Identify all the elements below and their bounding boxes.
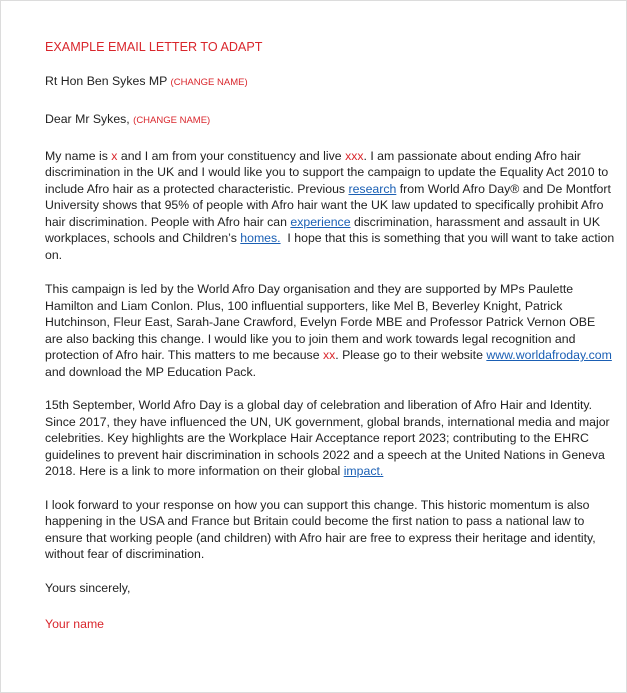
recipient-change-note: (CHANGE NAME): [170, 76, 248, 88]
paragraph-intro: [45, 148, 618, 264]
impact-link[interactable]: impact.: [343, 464, 384, 478]
experience-link[interactable]: experience: [290, 214, 351, 229]
research-link[interactable]: research: [348, 181, 397, 196]
website-link[interactable]: www.worldafroday.com: [486, 348, 612, 362]
text-span: . Please go to their website: [335, 348, 487, 362]
text-span: 15th September, World Afro Day is a global day of celebration and liberation of Afro Hair and Identity. Since 2017, they have influenced the UN, UK government, global brands, international media and major celebrities. Key highlights are the Workplace Hair Acceptance report 2023; contributing to the EHRC guidelines to prevent hair discrimination in schools 2022 and a speech at the United Nations in Geneva 2018. Here is a link to more information on their global: [45, 398, 610, 478]
homes-link[interactable]: homes.: [240, 231, 281, 245]
name-placeholder: x: [111, 148, 118, 163]
letter-body: [45, 39, 618, 633]
signoff: Yours sincerely,: [45, 580, 131, 595]
salutation-line: [45, 111, 615, 130]
paragraph-world-afro-day: [45, 397, 615, 480]
text-span: My name is: [45, 148, 112, 163]
letter-heading: EXAMPLE EMAIL LETTER TO ADAPT: [45, 40, 263, 54]
paragraph-campaign: [45, 281, 615, 380]
text-span: This campaign is led by the World Afro Day organisation and they are supported by MPs Paulette Hamilton and Liam Conlon. Plus, 100 influential supporters, like Mel B, Beverley Knight, Patrick Hutchinson, Fleur East, Sarah-Jane Crawford, Evelyn Forde MBE and Professor Patrick Vernon OBE are also backing this change. I would like you to join them and work towards legal recognition and protection of Afro hair. This matters to me because: [45, 282, 596, 362]
salutation-change-note: (CHANGE NAME): [133, 115, 211, 126]
place-placeholder: xxx: [345, 148, 364, 163]
text-span: I hope that this is something that you will want to take action on.: [45, 231, 618, 262]
recipient-name: Rt Hon Ben Sykes MP: [45, 73, 168, 88]
reason-placeholder: xx: [322, 348, 336, 362]
text-span: from World Afro Day® and De Montfort University shows that 95% of people with Afro hair want the UK law updated to specifically prohibit Afro hair discrimination. People with Afro hair can: [45, 181, 611, 229]
salutation: Dear Mr Sykes,: [45, 112, 130, 126]
text-span: and download the MP Education Pack.: [45, 364, 257, 379]
text-span: and I am from your constituency and live: [117, 148, 346, 163]
signature-placeholder: Your name: [45, 617, 105, 631]
text-span: discrimination, harassment and assault in UK workplaces, schools and Children’s: [45, 214, 601, 245]
recipient-line: [45, 73, 615, 92]
paragraph-closing: I look forward to your response on how you can support this change. This historic momentum is also happening in the USA and France but Britain could become the first nation to pass a national law to ensure that working people (and children) with Afro hair are free to express their heritage and identity, without fear of discrimination.: [45, 497, 596, 561]
text-span: . I am passionate about ending Afro hair discrimination in the UK and I would like you to support the campaign to update the Equality Act 2010 to include Afro hair as a protected characteristic. Previous: [45, 148, 609, 196]
